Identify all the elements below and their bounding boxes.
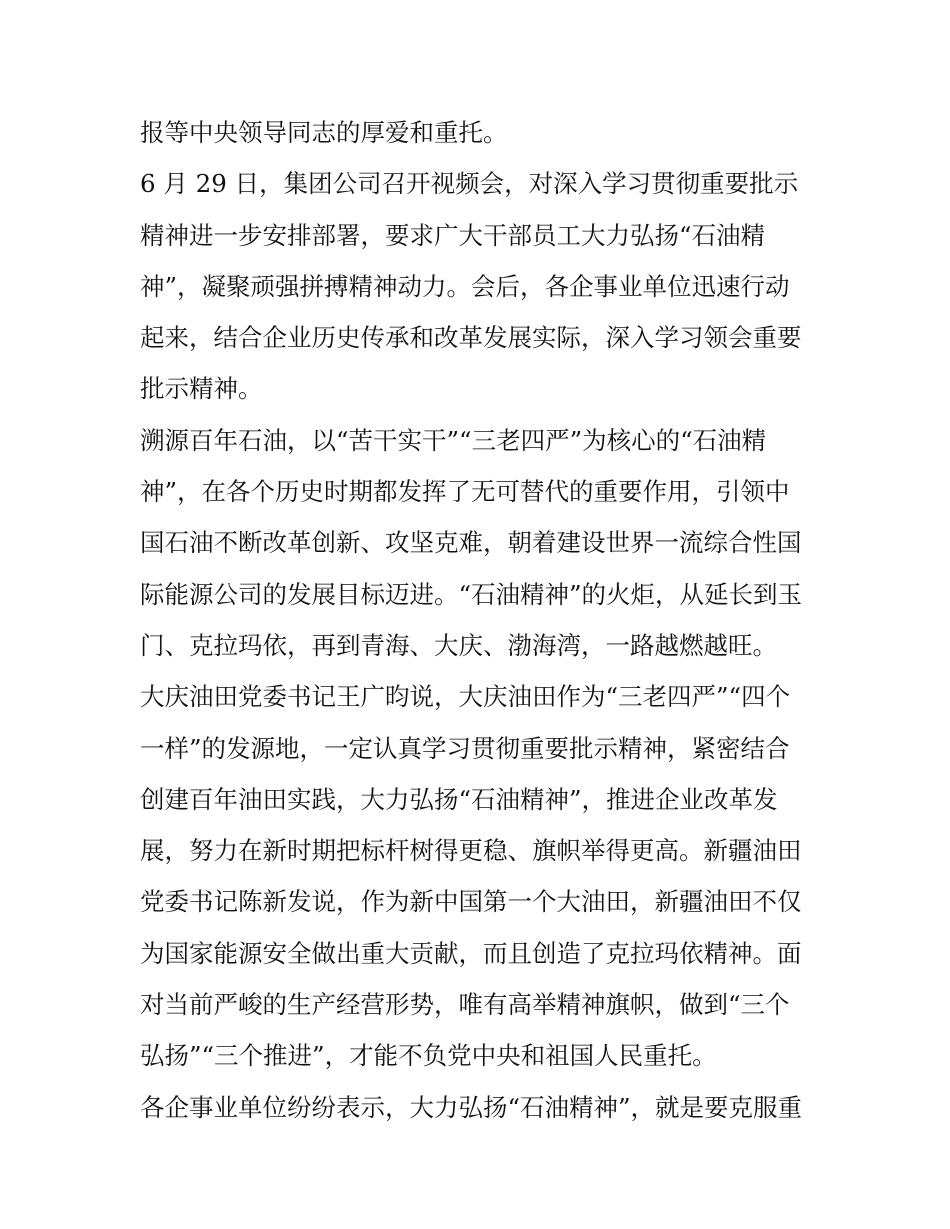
text-line: 6 月 29 日，集团公司召开视频会，对深入学习贯彻重要批示 [140,169,799,199]
text-line: 起来，结合企业历史传承和改革发展实际，深入学习领会重要 [140,323,802,353]
text-line: 各企事业单位纷纷表示，大力弘扬“石油精神”，就是要克服重 [140,1092,803,1122]
text-line: 神”，凝聚顽强拼搏精神动力。会后，各企事业单位迅速行动 [140,271,790,301]
text-line: 国石油不断改革创新、攻坚克难，朝着建设世界一流综合性国 [140,528,802,558]
text-line: 弘扬”“三个推进”，才能不负党中央和祖国人民重托。 [140,1041,717,1071]
text-line: 为国家能源安全做出重大贡献，而且创造了克拉玛依精神。面 [140,938,802,968]
text-line: 展，努力在新时期把标杆树得更稳、旗帜举得更高。新疆油田 [140,836,802,866]
text-line: 溯源百年石油，以“苦干实干”“三老四严”为核心的“石油精 [140,425,767,455]
text-line: 精神进一步安排部署，要求广大干部员工大力弘扬“石油精 [140,220,766,250]
text-line: 批示精神。 [140,374,263,404]
text-line: 报等中央领导同志的厚爱和重托。 [140,118,508,147]
text-line: 际能源公司的发展目标迈进。“石油精神”的火炬，从延长到玉 [140,579,803,609]
text-line: 对当前严峻的生产经营形势，唯有高举精神旗帜，做到“三个 [140,990,790,1020]
text-line: 神”，在各个历史时期都发挥了无可替代的重要作用，引领中 [140,477,790,507]
text-line: 一样”的发源地，一定认真学习贯彻重要批示精神，紧密结合 [140,733,790,763]
text-line: 门、克拉玛依，再到青海、大庆、渤海湾，一路越燃越旺。 [140,630,777,660]
document-body [140,107,820,1133]
text-line: 党委书记陈新发说，作为新中国第一个大油田，新疆油田不仅 [140,887,802,917]
text-line: 大庆油田党委书记王广昀说，大庆油田作为“三老四严”“四个 [140,682,791,712]
text-line: 创建百年油田实践，大力弘扬“石油精神”，推进企业改革发 [140,784,778,814]
